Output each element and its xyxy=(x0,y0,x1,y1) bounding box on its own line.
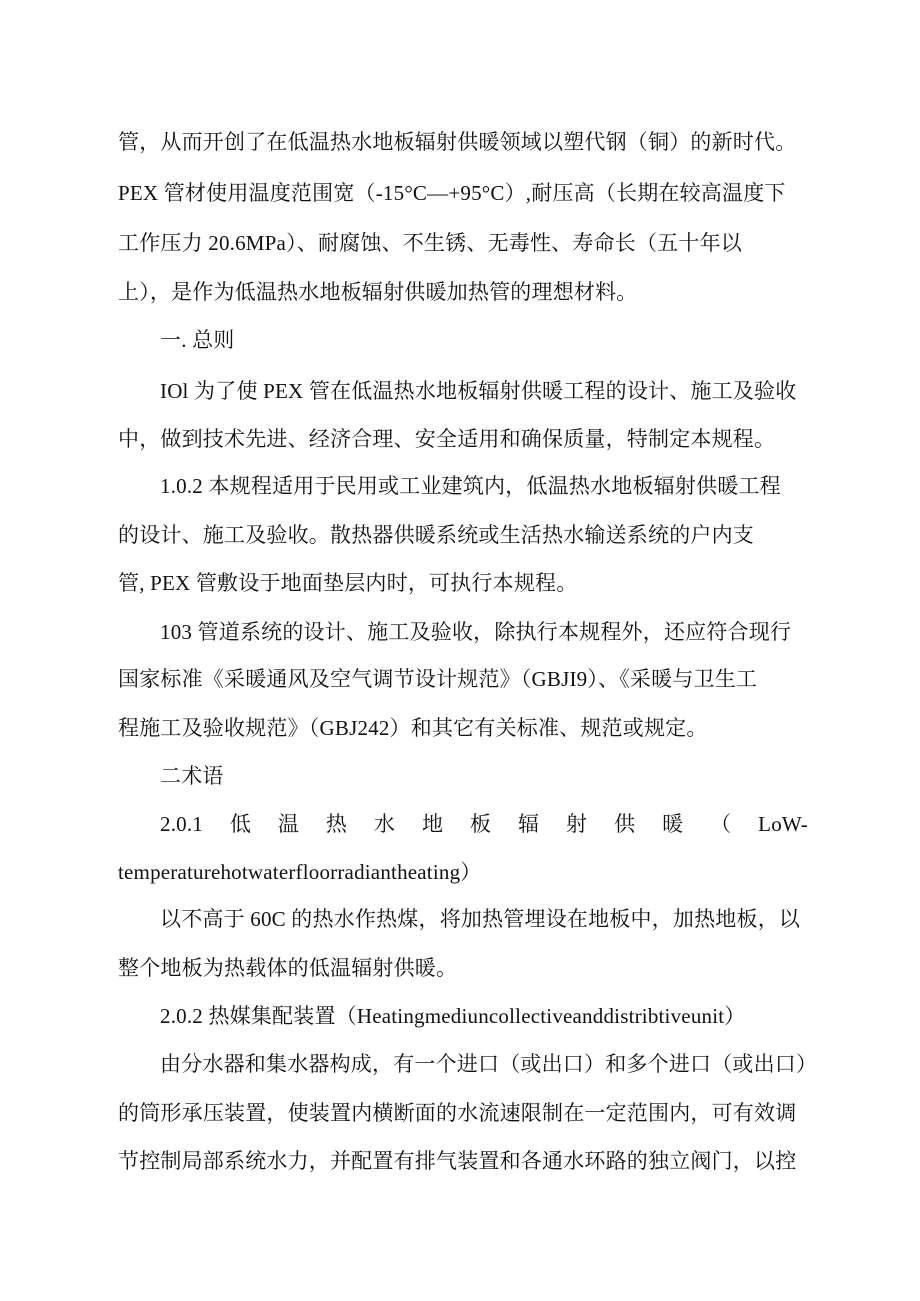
term-char: 低 xyxy=(229,812,252,836)
paragraph-line: 管，从而开创了在低温热水地板辐射供暖领域以塑代钢（铜）的新时代。 xyxy=(118,130,797,154)
paragraph-line: 上），是作为低温热水地板辐射供暖加热管的理想材料。 xyxy=(118,280,638,304)
term-char: 地 xyxy=(421,812,444,836)
paragraph-line: temperaturehotwaterfloorradiantheating） xyxy=(118,860,482,884)
paragraph-line: 由分水器和集水器构成，有一个进口（或出口）和多个进口（或出口） xyxy=(160,1052,818,1076)
paragraph-line: 整个地板为热载体的低温辐射供暖。 xyxy=(118,956,458,980)
paragraph-line: 以不高于 60C 的热水作热煤，将加热管埋设在地板中，加热地板，以 xyxy=(160,907,801,931)
term-char: 水 xyxy=(373,812,396,836)
paragraph-line: 国家标准《采暖通风及空气调节设计规范》（GBJI9）、《采暖与卫生工 xyxy=(118,667,758,691)
paragraph-line: IOl 为了使 PEX 管在低温热水地板辐射供暖工程的设计、施工及验收 xyxy=(160,379,797,403)
paragraph-line: 管, PEX 管敷设于地面垫层内时，可执行本规程。 xyxy=(118,571,578,595)
paragraph-line: 的筒形承压装置，使装置内横断面的水流速限制在一定范围内，可有效调 xyxy=(118,1101,797,1125)
term-char: （ xyxy=(710,812,732,836)
term-number: 2.0.1 xyxy=(160,812,203,836)
paragraph-line: 103 管道系统的设计、施工及验收，除执行本规程外，还应符合现行 xyxy=(160,620,792,644)
term-heading-spaced-line xyxy=(160,809,808,839)
term-char: 热 xyxy=(325,812,348,836)
paragraph-line: 程施工及验收规范》（GBJ242）和其它有关标准、规范或规定。 xyxy=(118,716,708,740)
paragraph-line: 工作压力 20.6MPa）、耐腐蚀、不生锈、无毒性、寿命长（五十年以 xyxy=(118,231,742,255)
paragraph-line: PEX 管材使用温度范围宽（-15°C—+95°C）,耐压高（长期在较高温度下 xyxy=(118,181,786,205)
term-char: 辐 xyxy=(518,812,540,836)
paragraph-line: 节控制局部系统水力，并配置有排气装置和各通水环路的独立阀门，以控 xyxy=(118,1149,797,1173)
term-char: 温 xyxy=(277,812,300,836)
section-heading-terms: 二术语 xyxy=(160,764,224,788)
paragraph-line: 的设计、施工及验收。散热器供暖系统或生活热水输送系统的户内支 xyxy=(118,523,754,547)
term-english-start: LoW- xyxy=(758,812,808,836)
term-char: 供 xyxy=(614,812,636,836)
paragraph-line: 中，做到技术先进、经济合理、安全适用和确保质量，特制定本规程。 xyxy=(118,427,776,451)
term-char: 射 xyxy=(566,812,588,836)
paragraph-line: 2.0.2 热媒集配装置（Heatingmediuncollectiveanddistribtiveunit） xyxy=(160,1004,746,1028)
term-char: 板 xyxy=(469,812,492,836)
paragraph-line: 1.0.2 本规程适用于民用或工业建筑内，低温热水地板辐射供暖工程 xyxy=(160,474,781,498)
term-char: 暖 xyxy=(662,812,684,836)
section-heading-general: 一. 总则 xyxy=(160,328,235,352)
